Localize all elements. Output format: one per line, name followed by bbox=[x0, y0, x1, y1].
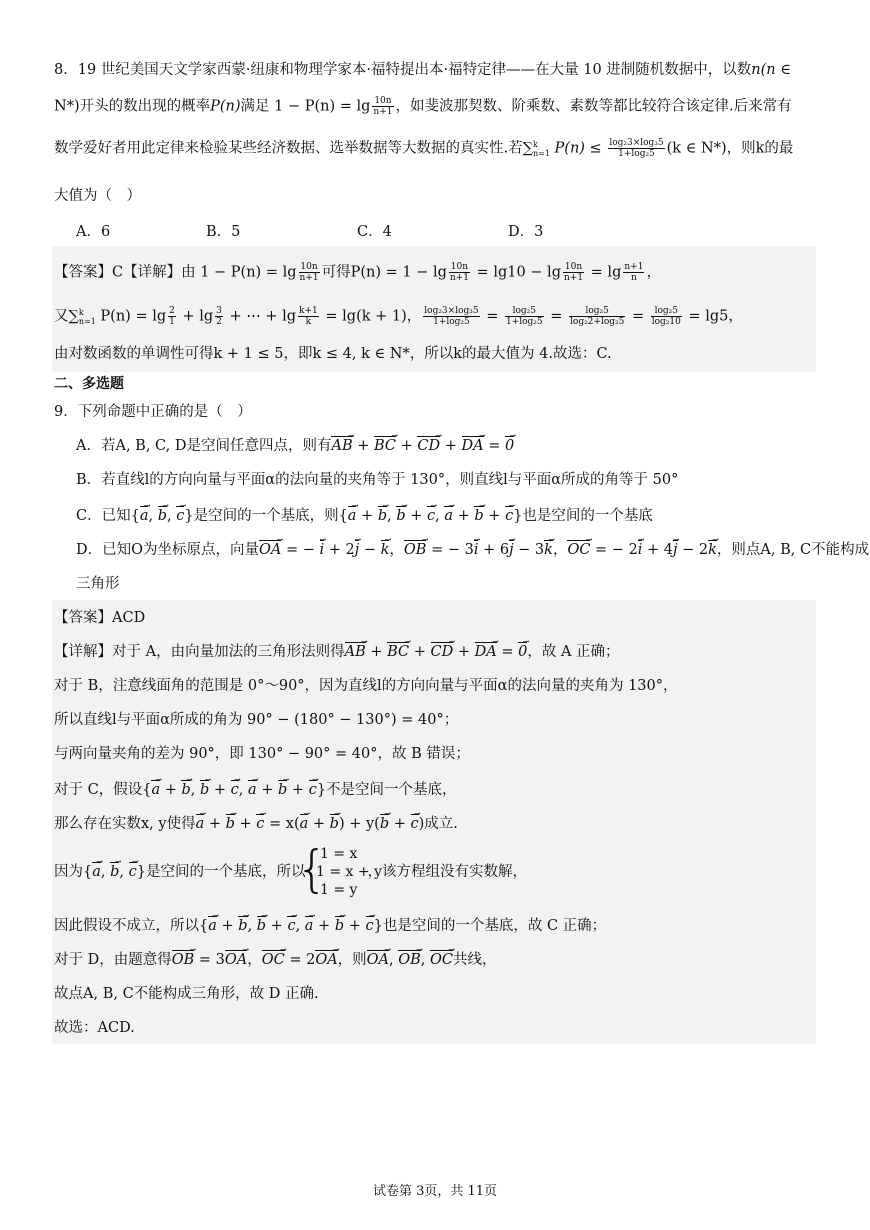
q8-answer-line-1: 【答案】C【详解】由 1 − P(n) = lg $\frac{10n}{n+1}$ 可得P(n) = 1 − lg $\frac{10n}{n+1}$ = lg10 − lg $\frac{10n}{n+1}$ = lg $\frac{n+1}{n}$ ， bbox=[54, 262, 661, 283]
q9-detail-7: 因为{a →, b →, c →}是空间的一个基底，所以 ，该方程组没有实数解， bbox=[54, 862, 527, 882]
q9-detail-9: 对于 D，由题意得OB → = 3OA →，OC → = 2OA →，则OA →, OB →, OC →共线， bbox=[54, 950, 497, 970]
equation-2: 1 = x + y bbox=[316, 864, 382, 880]
q9-option-b: B．若直线l的方向向量与平面α的法向量的夹角等于 130°，则直线l与平面α所成的角等于 50° bbox=[76, 472, 679, 488]
q9-detail-3: 所以直线l与平面α所成的角为 90° − (180° − 130°) = 40°； bbox=[54, 712, 459, 728]
q9-detail-5: 对于 C，假设{a → + b →, b → + c →, a → + b → + c →}不是空间一个基底， bbox=[54, 780, 457, 800]
q8-line-2: N*)开头的数出现的概率P(n)满足 1 − P(n) = lg $\frac{10n}{n+1}$ ，如斐波那契数、阶乘数、素数等都比较符合该定律.后来常有 bbox=[54, 96, 792, 117]
q9-stem: 9．下列命题中正确的是（ ） bbox=[54, 404, 252, 420]
equation-brace: { bbox=[296, 840, 328, 898]
q9-option-c: C．已知{a →, b →, c →}是空间的一个基底，则{a → + b →, b → + c →, a → + b → + c →}也是空间的一个基底 bbox=[76, 506, 653, 526]
q9-detail-4: 与两向量夹角的差为 90°，即 130° − 90° = 40°，故 B 错误； bbox=[54, 746, 470, 762]
q9-detail-10: 故点A, B, C不能构成三角形，故 D 正确. bbox=[54, 986, 319, 1002]
q9-detail-6: 那么存在实数x, y使得a → + b → + c → = x(a → + b →) + y(b → + c →)成立. bbox=[54, 814, 458, 834]
section-title: 二、多选题 bbox=[54, 376, 124, 392]
q8-option-d: D．3 bbox=[508, 224, 544, 240]
equation-3: 1 = y bbox=[320, 882, 358, 898]
q8-line-3: 数学爱好者用此定律来检验某些经济数据、选举数据等大数据的真实性.若∑ k n=1 P(n) ≤ $\frac{\text{log₂3×log₃5}}{\text{1+log₂5}}$ (k ∈ N*)，则k的最 bbox=[54, 138, 794, 159]
q8-option-b: B．5 bbox=[206, 224, 241, 240]
q8-line-4: 大值为（ ） bbox=[54, 188, 141, 204]
q9-option-a: A．若A, B, C, D是空间任意四点，则有AB → + BC → + CD → + DA → = 0 → bbox=[76, 436, 514, 456]
q8-answer-line-2: 又∑ k n=1 P(n) = lg $\frac{2}{1}$ + lg $\frac{3}{2}$ + ⋯ + lg $\frac{k+1}{k}$ = lg(k + 1)， $\frac{\text{log₂3×log₃5}}{\text{1+log₂5}}$ = $\frac{\text{log₂5}}{\text{1+log₂5}}$ = $\frac{\text{log₂5}}{\text{log₂2+log₂5}}$ = $\frac{\text{log₂5}}{\text{log₂10}}$ = lg5， bbox=[54, 306, 743, 327]
q8-option-c: C．4 bbox=[357, 224, 392, 240]
q9-detail-11: 故选：ACD. bbox=[54, 1020, 135, 1036]
page-footer: 试卷第 3页，共 11页 bbox=[372, 1184, 498, 1199]
q9-detail-8: 因此假设不成立，所以{a → + b →, b → + c →, a → + b → + c →}也是空间的一个基底，故 C 正确； bbox=[54, 916, 606, 936]
equation-system bbox=[316, 845, 382, 899]
q9-detail-1: 【详解】对于 A，由向量加法的三角形法则得AB → + BC → + CD → + DA → = 0 →，故 A 正确； bbox=[54, 642, 620, 662]
q9-option-d: D．已知O为坐标原点，向量OA → = − i → + 2j → − k →，OB → = − 3i → + 6j → − 3k →，OC → = − 2i → + 4j → − 2k →，则点A, B, C不能构成 bbox=[76, 540, 869, 560]
q9-detail-2: 对于 B，注意线面角的范围是 0°～90°，因为直线l的方向向量与平面α的法向量的夹角为 130°， bbox=[54, 678, 678, 694]
q8-option-a: A．6 bbox=[76, 224, 111, 240]
q8-answer-line-3: 由对数函数的单调性可得k + 1 ≤ 5，即k ≤ 4, k ∈ N*，所以k的最大值为 4.故选：C. bbox=[54, 346, 612, 362]
equation-1: 1 = x bbox=[320, 846, 358, 862]
q9-answer: 【答案】ACD bbox=[54, 610, 146, 626]
q9-option-d-tail: 三角形 bbox=[76, 576, 120, 592]
q8-line-1: 8．19 世纪美国天文学家西蒙·纽康和物理学家本·福特提出本·福特定律——在大量 10 进制随机数据中，以数n(n ∈ bbox=[54, 62, 791, 78]
